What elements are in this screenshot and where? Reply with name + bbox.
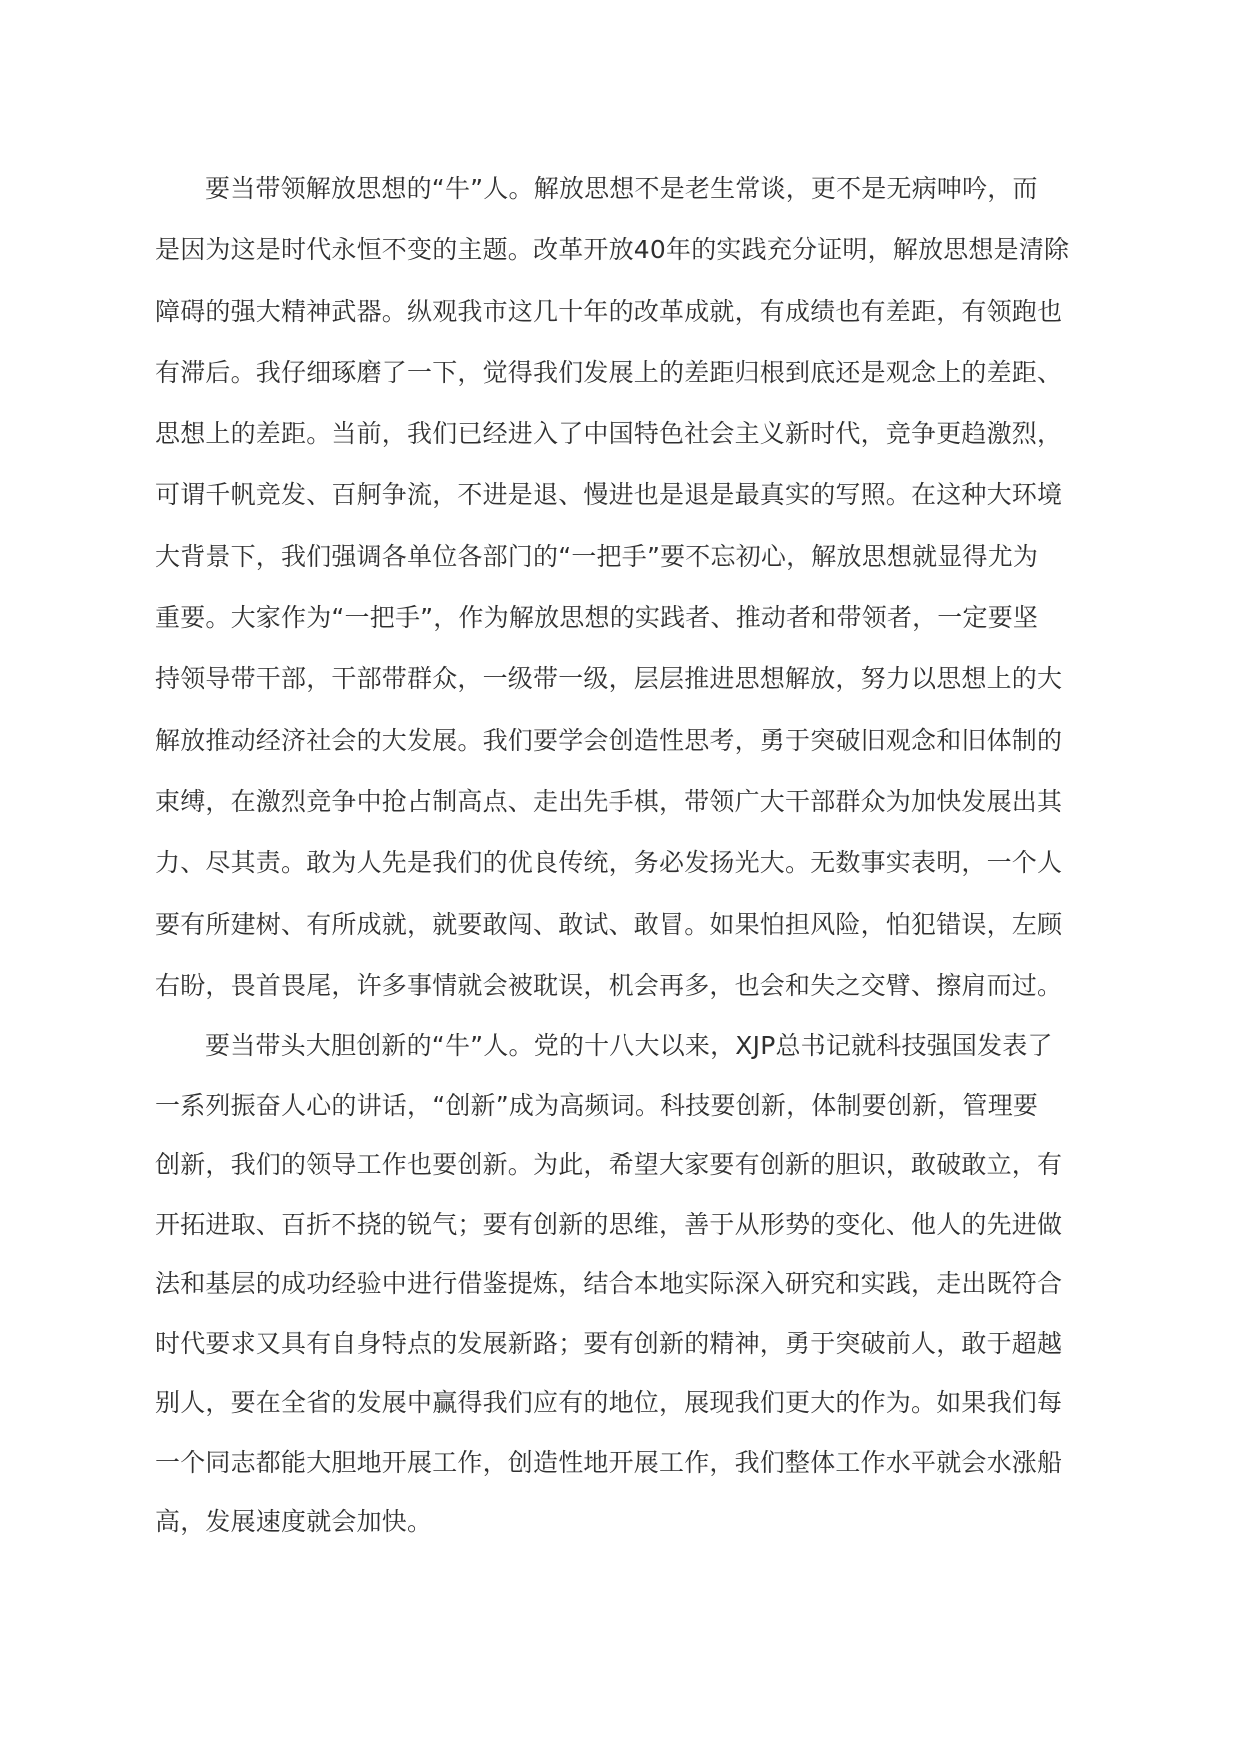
text-line: 高，发展速度就会加快。 (155, 1507, 433, 1536)
text-line: 大背景下，我们强调各单位各部门的“一把手”要不忘初心，解放思想就显得尤为 (155, 541, 1039, 571)
paragraph (155, 158, 1085, 1016)
text-line: 力、尽其责。敢为人先是我们的优良传统，务必发扬光大。无数事实表明，一个人 (155, 848, 1063, 878)
text-line: 别人，要在全省的发展中赢得我们应有的地位，展现我们更大的作为。如果我们每 (155, 1388, 1063, 1417)
text-line: 开拓进取、百折不挠的锐气；要有创新的思维，善于从形势的变化、他人的先进做 (155, 1209, 1063, 1239)
text-line: 解放推动经济社会的大发展。我们要学会创造性思考，勇于突破旧观念和旧体制的 (155, 725, 1063, 755)
text-line: 时代要求又具有自身特点的发展新路；要有创新的精神，勇于突破前人，敢于超越 (155, 1328, 1063, 1358)
text-line: 要当带头大胆创新的“牛”人。党的十八大以来，XJP总书记就科技强国发表了 (205, 1031, 1053, 1060)
text-line: 可谓千帆竞发、百舸争流，不进是退、慢进也是退是最真实的写照。在这种大环境 (155, 480, 1063, 510)
text-line: 重要。大家作为“一把手”，作为解放思想的实践者、推动者和带领者，一定要坚 (155, 603, 1039, 633)
text-line: 思想上的差距。当前，我们已经进入了中国特色社会主义新时代，竞争更趋激烈， (155, 419, 1063, 449)
text-line: 有滞后。我仔细琢磨了一下，觉得我们发展上的差距归根到底还是观念上的差距、 (155, 357, 1063, 387)
text-line: 一个同志都能大胆地开展工作，创造性地开展工作，我们整体工作水平就会水涨船 (155, 1447, 1063, 1477)
text-line: 是因为这是时代永恒不变的主题。改革开放40年的实践充分证明，解放思想是清除 (155, 235, 1070, 265)
paragraph (155, 1016, 1085, 1552)
text-line: 障碍的强大精神武器。纵观我市这几十年的改革成就，有成绩也有差距，有领跑也 (155, 296, 1063, 326)
text-line: 持领导带干部，干部带群众，一级带一级，层层推进思想解放，努力以思想上的大 (155, 664, 1063, 694)
text-line: 法和基层的成功经验中进行借鉴提炼，结合本地实际深入研究和实践，走出既符合 (155, 1269, 1063, 1298)
text-line: 右盼，畏首畏尾，许多事情就会被耽误，机会再多，也会和失之交臂、擦肩而过。 (155, 970, 1063, 1000)
text-line: 束缚，在激烈竞争中抢占制高点、走出先手棋，带领广大干部群众为加快发展出其 (155, 786, 1063, 816)
text-line: 要有所建树、有所成就，就要敢闯、敢试、敢冒。如果怕担风险，怕犯错误，左顾 (155, 909, 1063, 939)
text-line: 要当带领解放思想的“牛”人。解放思想不是老生常谈，更不是无病呻吟，而 (205, 174, 1038, 203)
text-line: 创新，我们的领导工作也要创新。为此，希望大家要有创新的胆识，敢破敢立，有 (155, 1150, 1063, 1179)
text-line: 一系列振奋人心的讲话，“创新”成为高频词。科技要创新，体制要创新，管理要 (155, 1090, 1039, 1120)
